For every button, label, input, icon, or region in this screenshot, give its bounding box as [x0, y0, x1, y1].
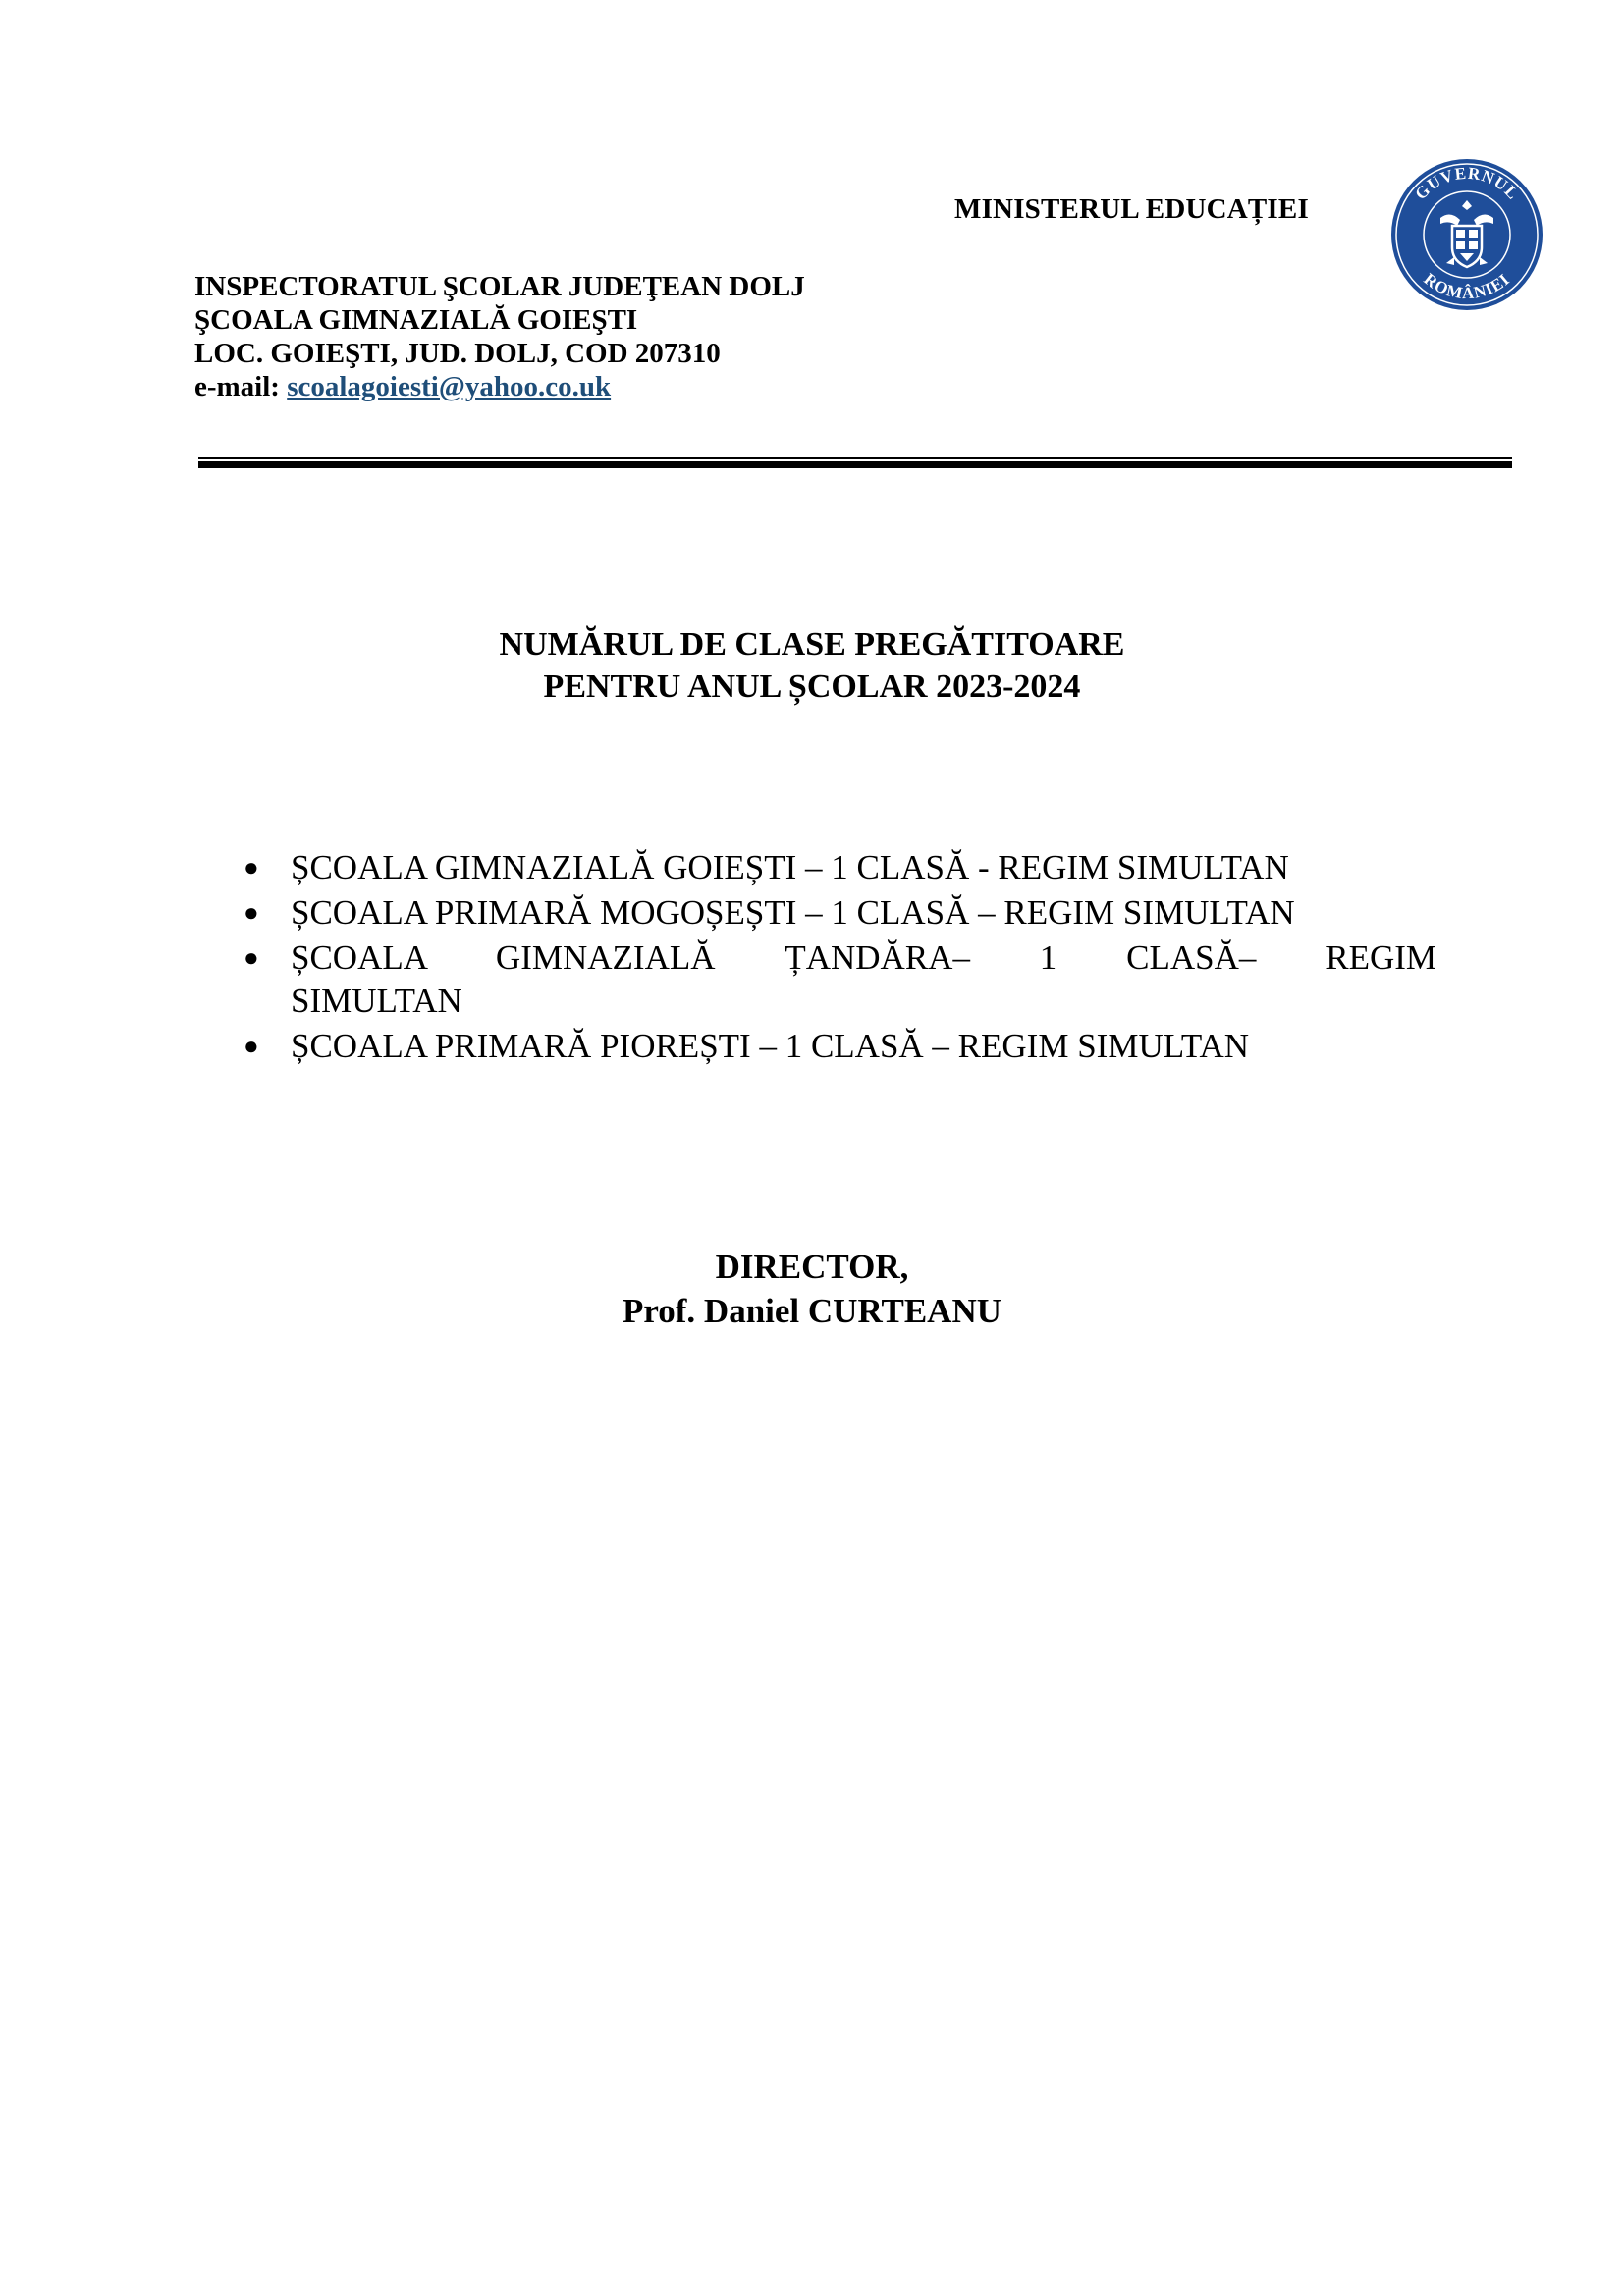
- school-header: [194, 270, 805, 403]
- classes-list: [244, 846, 1436, 1070]
- header-divider-thick: [198, 461, 1512, 468]
- list-item-text: ȘCOALA GIMNAZIALĂ GOIEȘTI – 1 CLASĂ - REGIM SIMULTAN: [291, 848, 1289, 886]
- bullet-icon: ●: [244, 898, 259, 927]
- list-item-text: ȘCOALA PRIMARĂ MOGOȘEȘTI – 1 CLASĂ – REGIM SIMULTAN: [291, 893, 1295, 932]
- school-address: LOC. GOIEŞTI, JUD. DOLJ, COD 207310: [194, 338, 721, 369]
- email-label: e-mail:: [194, 371, 280, 402]
- list-item-text-line-1: ȘCOALA GIMNAZIALĂ ȚANDĂRA– 1 CLASĂ– REGIM: [291, 938, 1436, 977]
- title-line-2: PENTRU ANUL ȘCOLAR 2023-2024: [543, 668, 1081, 705]
- bullet-icon: ●: [244, 1032, 259, 1060]
- list-item-text: ȘCOALA PRIMARĂ PIOREȘTI – 1 CLASĂ – REGIM SIMULTAN: [291, 1027, 1250, 1065]
- list-item: [244, 891, 1436, 934]
- school-name: ŞCOALA GIMNAZIALĂ GOIEŞTI: [194, 304, 638, 336]
- header-divider-thin: [198, 457, 1512, 459]
- government-emblem: [1389, 157, 1544, 312]
- list-item: [244, 846, 1436, 889]
- emblem-text-bottom: ROMÂNIEI: [1420, 269, 1514, 303]
- title-line-1: NUMĂRUL DE CLASE PREGĂTITOARE: [499, 626, 1125, 663]
- bullet-icon: ●: [244, 943, 259, 972]
- list-item: [244, 1025, 1436, 1068]
- signature-name: Prof. Daniel CURTEANU: [622, 1292, 1002, 1330]
- bullet-icon: ●: [244, 853, 259, 881]
- signature-role: DIRECTOR,: [715, 1248, 909, 1286]
- email-link[interactable]: scoalagoiesti@yahoo.co.uk: [287, 371, 612, 402]
- emblem-text-top: GUVERNUL: [1411, 163, 1523, 204]
- ministry-name: MINISTERUL EDUCAȚIEI: [954, 193, 1309, 225]
- signature-block: [0, 1245, 1624, 1333]
- list-item-text-line-2: SIMULTAN: [291, 982, 462, 1020]
- inspectorate-name: INSPECTORATUL ŞCOLAR JUDEŢEAN DOLJ: [194, 271, 805, 302]
- list-item: [244, 936, 1436, 1023]
- document-title: [0, 623, 1624, 708]
- email-line: [194, 370, 805, 403]
